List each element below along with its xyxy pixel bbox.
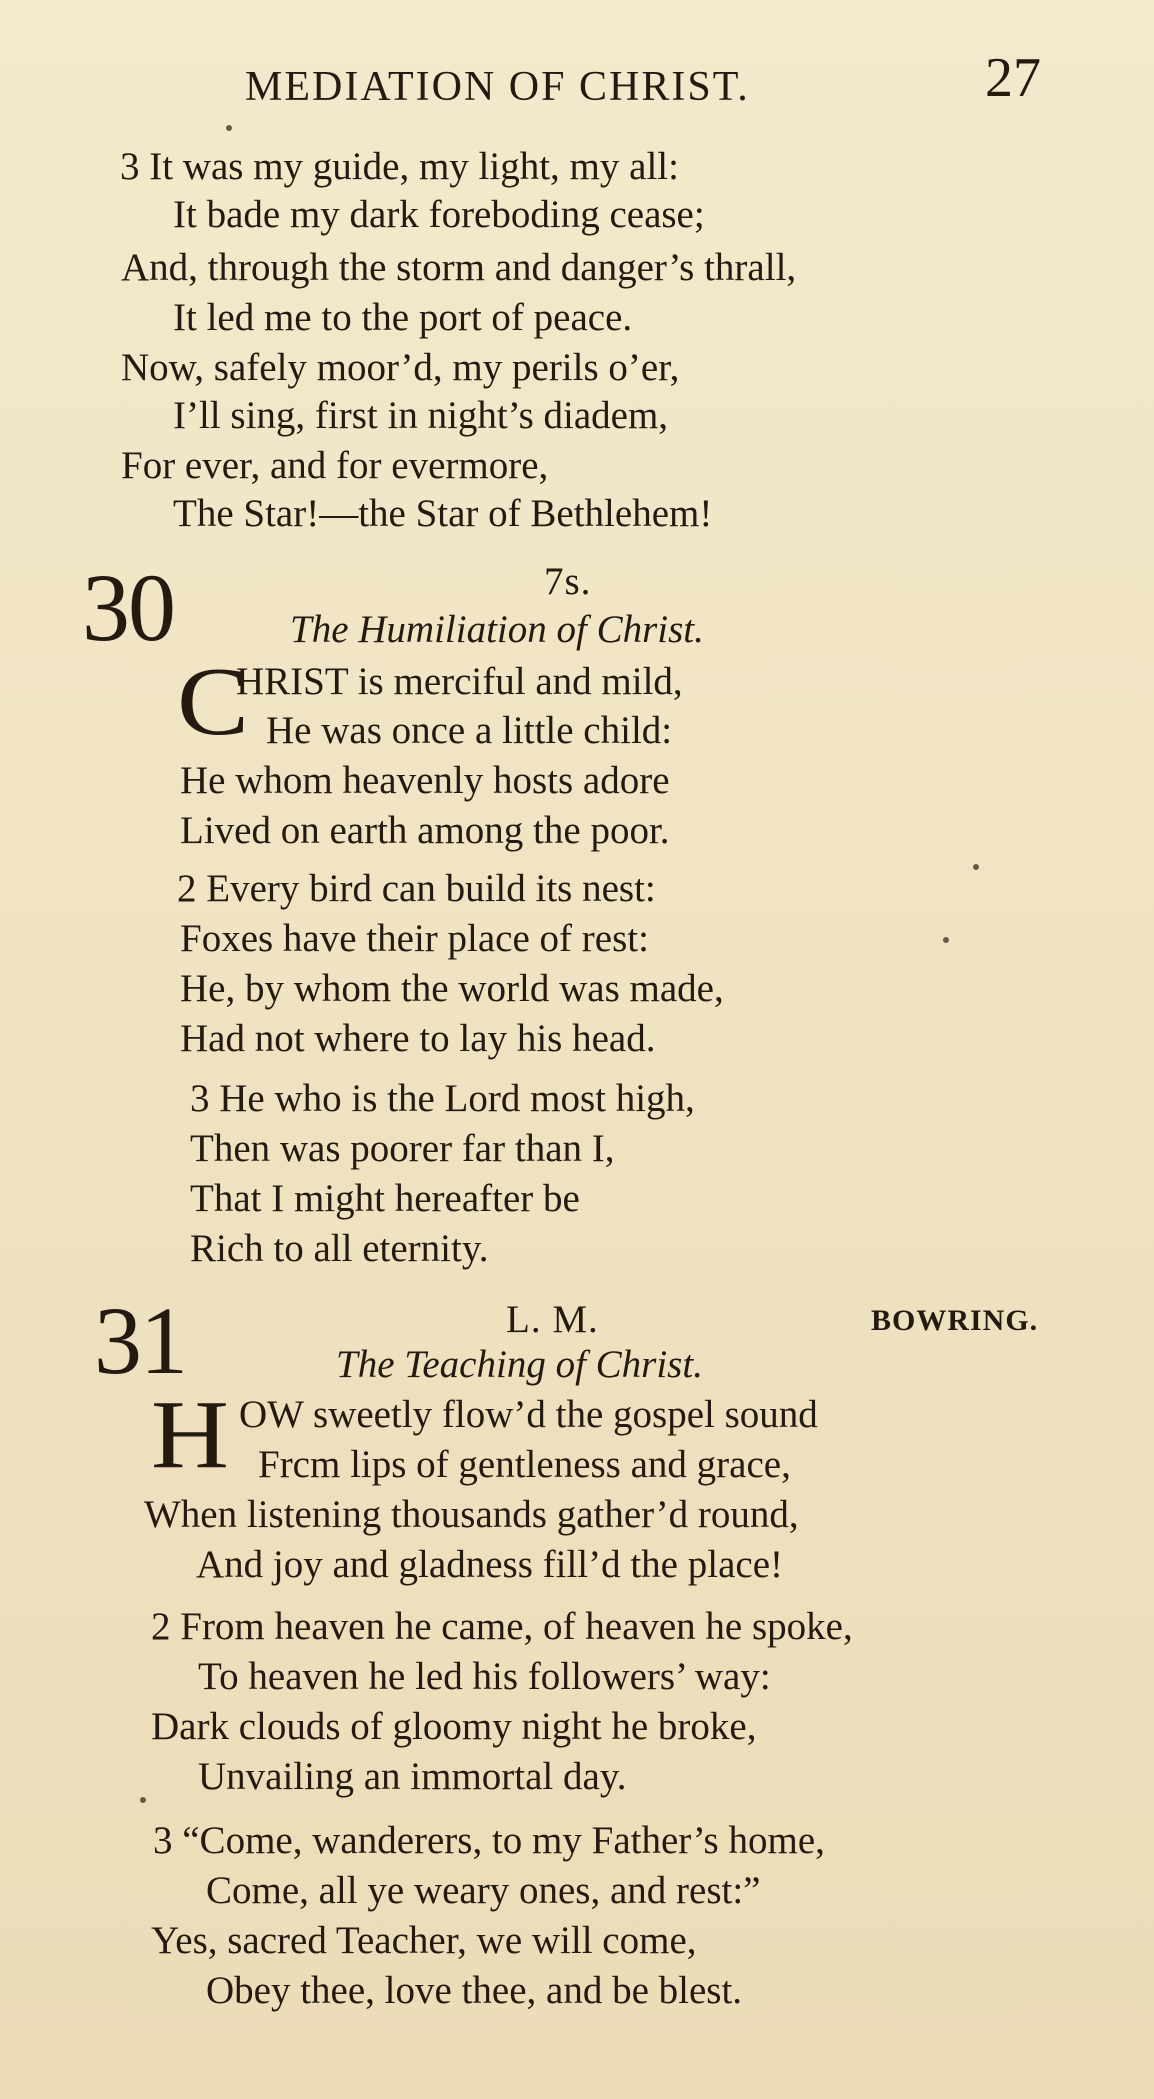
verse-line: Rich to all eternity. [190,1227,489,1270]
drop-cap: C [177,648,250,756]
ink-speck [973,864,979,870]
drop-cap: H [151,1381,229,1489]
verse-line: 3 He who is the Lord most high, [190,1077,695,1120]
verse-line: It led me to the port of peace. [173,296,633,339]
hymn-title: The Teaching of Christ. [336,1343,703,1386]
verse-line: That I might hereafter be [190,1177,580,1220]
verse-line: Frcm lips of gentleness and grace, [258,1443,791,1486]
ink-speck [943,937,949,943]
verse-line: Unvailing an immortal day. [198,1755,627,1798]
verse-line: Come, all ye weary ones, and rest:” [206,1869,761,1912]
verse-line: It bade my dark foreboding cease; [173,193,705,236]
verse-line: Obey thee, love thee, and be blest. [206,1969,743,2012]
verse-line: When listening thousands gather’d round, [144,1493,799,1536]
ink-speck [140,1797,146,1803]
verse-line: Dark clouds of gloomy night he broke, [151,1705,757,1748]
verse-line: For ever, and for evermore, [121,444,549,487]
verse-line: Foxes have their place of rest: [180,917,649,960]
verse-line: 3 “Come, wanderers, to my Father’s home, [153,1819,825,1862]
ink-speck [226,125,232,131]
hymn-meter: 7s. [544,560,592,603]
verse-line: Now, safely moor’d, my perils o’er, [121,346,680,389]
page-header [0,47,1154,120]
verse-line: Yes, sacred Teacher, we will come, [151,1919,697,1962]
hymn-title: The Humiliation of Christ. [290,608,704,651]
first-line-text: HRIST is merciful and mild, [236,660,683,703]
hymn-number: 30 [82,554,174,661]
verse-line: And joy and gladness fill’d the place! [196,1543,783,1586]
verse-line: The Star!—the Star of Bethlehem! [173,492,713,535]
page-number: 27 [985,47,1041,109]
verse-line: Lived on earth among the poor. [180,809,670,852]
verse-line: I’ll sing, first in night’s diadem, [173,394,669,437]
verse-line: 3 It was my guide, my light, my all: [120,145,679,188]
hymn-meter: L. M. [506,1298,599,1341]
verse-line: He, by whom the world was made, [180,967,724,1010]
verse-line: Had not where to lay his head. [180,1017,656,1060]
hymn-author: BOWRING. [871,1304,1039,1337]
verse-line: 2 From heaven he came, of heaven he spoke, [151,1605,853,1648]
verse-line: 2 Every bird can build its nest: [177,867,656,910]
running-head: MEDIATION OF CHRIST. [245,64,750,110]
verse-line: And, through the storm and danger’s thrall, [121,246,797,289]
verse-line: Then was poorer far than I, [190,1127,615,1170]
first-line-text: OW sweetly flow’d the gospel sound [239,1393,818,1436]
verse-line: He was once a little child: [266,709,673,752]
verse-line: To heaven he led his followers’ way: [198,1655,771,1698]
verse-line: He whom heavenly hosts adore [180,759,670,802]
hymn-number: 31 [94,1287,186,1394]
